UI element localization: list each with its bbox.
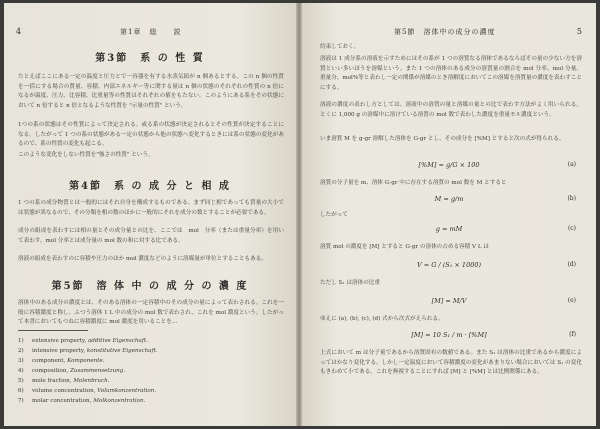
page-number-right: 5 [576,27,582,36]
equation-f: [M] = 10 S₁ / m · [%M] [411,331,487,339]
equation-b-number: (b) [567,195,576,202]
section-3-heading: 第3節 系 の 性 質 [95,53,205,64]
right-para-9: ゆえに (a), (b), (c), (d) 式から次式がえられる。 [320,316,444,322]
page-number-left: 4 [16,27,22,36]
equation-d: V = G / (S₁ × 1000) [416,261,482,269]
equation-c-number: (c) [567,225,576,232]
equation-f-number: (f) [569,331,576,338]
section-3-para-2: 1つの系の状態はその性質によって決定される。或る系の状態が決定されるとその性質が決定することになる。したがって 1 つの系の状態がある一定の状態から他の状態へ変化するときには系の状態の変化があるので、系の性質の変化も起こる。 [18,122,284,147]
equation-d-number: (d) [567,261,576,268]
running-head-right: 第5節 溶体中の成分の濃度 [394,28,496,36]
equation-e: [M] = M/V [431,297,467,305]
book-spread [4,3,596,426]
right-para-3: 溶液の濃度の表わし方としては、溶液中の溶質の量と溶媒の量との比で表わす方法がよく用いられる。とくに 1,000 g の溶媒中に溶けている溶質の mol 数で表わした濃度を重量モル濃度という。 [320,102,582,118]
left-page [4,3,296,426]
footnote-5: 5) mole fraction, Molenbruch. [18,378,110,384]
section-5-heading: 第5節 溶 体 中 の 成 分 の 濃 度 [51,281,249,292]
footnote-2: 2) intensive property, konstitutive Eigenschaft. [18,348,158,354]
footnote-6: 6) volume concentration, Volumkonzentration. [18,388,157,394]
footnote-4: 4) composition, Zusammensetzung. [18,368,126,374]
footnote-1: 1) extensive property, additive Eigenschaft. [18,338,148,344]
footnote-7: 7) molar concentration, Molkonzentration. [18,398,146,404]
footnote-rule [18,330,88,331]
right-para-4: いま溶質 M を g-gr 溶解した溶体を G-gr とし、その成分を [%M] とすると次の式が得られる。 [320,136,565,142]
right-para-10: 上式において m は分子量であるから溶質固有の数値である。また S₁ は溶体の比重であるから濃度によってはかなり変化する。しかし一定温度において容積濃度の変化があまりない場合においては S₁ の変化もきわめて小である。これを無視することにすれば [M] と [%M] とは比例関係にある。 [320,350,582,375]
right-para-6: したがって [320,212,348,218]
section-4-heading: 第4節 系 の 成 分 と 相 成 [69,181,231,192]
right-page [302,3,596,426]
right-para-8: ただし S₁ は溶体の比重 [320,280,380,286]
section-4-para-2: 成分の組成を表わすには相の量とその成分量との比を、ここでは mol 分率（または重量分率）を用いて表わす。mol 分率とは成分量の mol 数の和に対する比である。 [18,228,284,244]
right-para-7: 溶質 mol の濃度を [M] とすると G-gr の溶体の占める容積 V L は [320,244,489,250]
footnote-3: 3) component, Komponente. [18,358,105,364]
equation-e-number: (e) [567,297,576,304]
equation-c: g = mM [435,225,463,233]
equation-a-number: (a) [567,161,576,168]
right-para-5: 溶質の分子量を m、溶体 G-gr 中に存在する溶質の mol 数を M とすると [320,180,507,186]
section-4-para-3: 溶液の組成を表わすのに容積や圧力のほか mol 濃度などのように溶媒量が単位とすることもある。 [18,256,267,262]
running-head-left: 第1章 総 説 [120,28,182,36]
section-3-para-3: このような変化をしない性質を"強さの性質" という。 [18,152,154,158]
section-5-para-1: 溶体中のある成分の濃度とは、そのある溶体の一定容積中のその成分の量によって表わされる。これを一般に容積濃度と称し、ふつう溶体 1 L 中の成分の mol 数で表わされ、これを mol 濃度という。したがって本書においてもつねに容積濃度に mol 濃度を用いることを… [18,300,284,325]
right-para-1: 約束しておく。 [320,44,360,50]
right-para-2: 溶液は 1 成分系の溶液を示すためにはその系が 1 つの溶質なる溶体であるならばその量の少ない方を溶質といい多いほうを溶媒という。また 1 つの溶体のある成分の溶質量の割合を mol 分率、mol 分量、重量分、mol%等と表わし一定の関係が溶媒のとき溶解度においてこの溶媒を溶質量の濃度を表わすことにする。 [320,56,582,91]
section-3-para-1: たとえばここにある一定の温度と圧力とで一容器を有する水蒸気組が n 個あるとする。この n 個の性質を一括にする場合の質量、容積、内部エネルギー等に関する量は n 個の状態のそれぞれの性質の n 倍になるが温度、圧力、比容積、比重量等の性質はそれぞれの値をもたない。このようにある系をその状態において n 倍すると n 倍となるような性質を "示量の性質" という。 [18,74,284,109]
equation-b: M = g/m [434,195,464,203]
section-4-para-1: 1 つの系の成分物質とは一般的にはそれ自身を構成するものである。まず同じ相であっても質量の大小では状態が異なるので、その分類を相の数のほかに一般的にそれを成分の数とすることが必要である。 [18,200,284,216]
equation-a: [%M] = g/G × 100 [418,161,480,169]
